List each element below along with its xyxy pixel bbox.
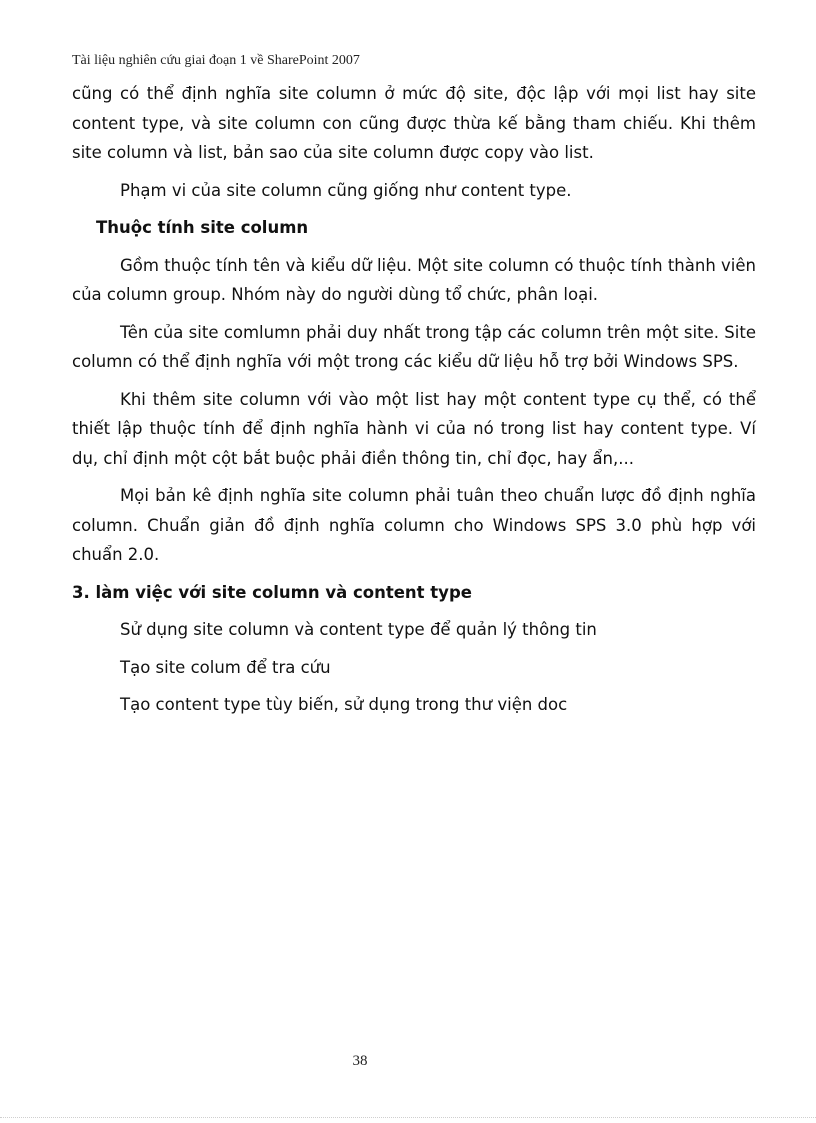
running-header: Tài liệu nghiên cứu giai đoạn 1 về SharePoint 2007 bbox=[72, 53, 360, 68]
heading-site-column-properties: Thuộc tính site column bbox=[96, 218, 309, 237]
paragraph-properties-4: Mọi bản kê định nghĩa site column phải tuân theo chuẩn lược đồ định nghĩa column. Chuẩn giản đồ định nghĩa column cho Windows SPS 3.0 phù hợp với chuẩn 2.0. bbox=[72, 486, 756, 564]
heading-section-3: 3. làm việc với site column và content type bbox=[72, 582, 472, 602]
paragraph-properties-1: Gồm thuộc tính tên và kiểu dữ liệu. Một site column có thuộc tính thành viên của column group. Nhóm này do người dùng tổ chức, phân loại. bbox=[72, 255, 756, 304]
page-number: 38 bbox=[352, 1053, 368, 1069]
list-item: Sử dụng site column và content type để quản lý thông tin bbox=[120, 620, 597, 639]
page-content bbox=[72, 79, 756, 728]
page-bottom-divider bbox=[0, 1117, 816, 1118]
paragraph-properties-3: Khi thêm site column với vào một list hay một content type cụ thể, có thể thiết lập thuộc tính để định nghĩa hành vi của nó trong list hay content type. Ví dụ, chỉ định một cột bắt buộc phải điền thông tin, chỉ đọc, hay ẩn,... bbox=[72, 389, 756, 468]
paragraph-continuation: cũng có thể định nghĩa site column ở mức độ site, độc lập với mọi list hay site content type, và site column con cũng được thừa kế bằng tham chiếu. Khi thêm site column và list, bản sao của site column được copy vào list. bbox=[72, 84, 756, 162]
paragraph-properties-2: Tên của site comlumn phải duy nhất trong tập các column trên một site. Site column có thể định nghĩa với một trong các kiểu dữ liệu hỗ trợ bởi Windows SPS. bbox=[72, 322, 756, 371]
list-item: Tạo site colum để tra cứu bbox=[120, 657, 331, 677]
list-item: Tạo content type tùy biến, sử dụng trong thư viện doc bbox=[120, 695, 568, 714]
paragraph-scope: Phạm vi của site column cũng giống như content type. bbox=[120, 180, 572, 200]
